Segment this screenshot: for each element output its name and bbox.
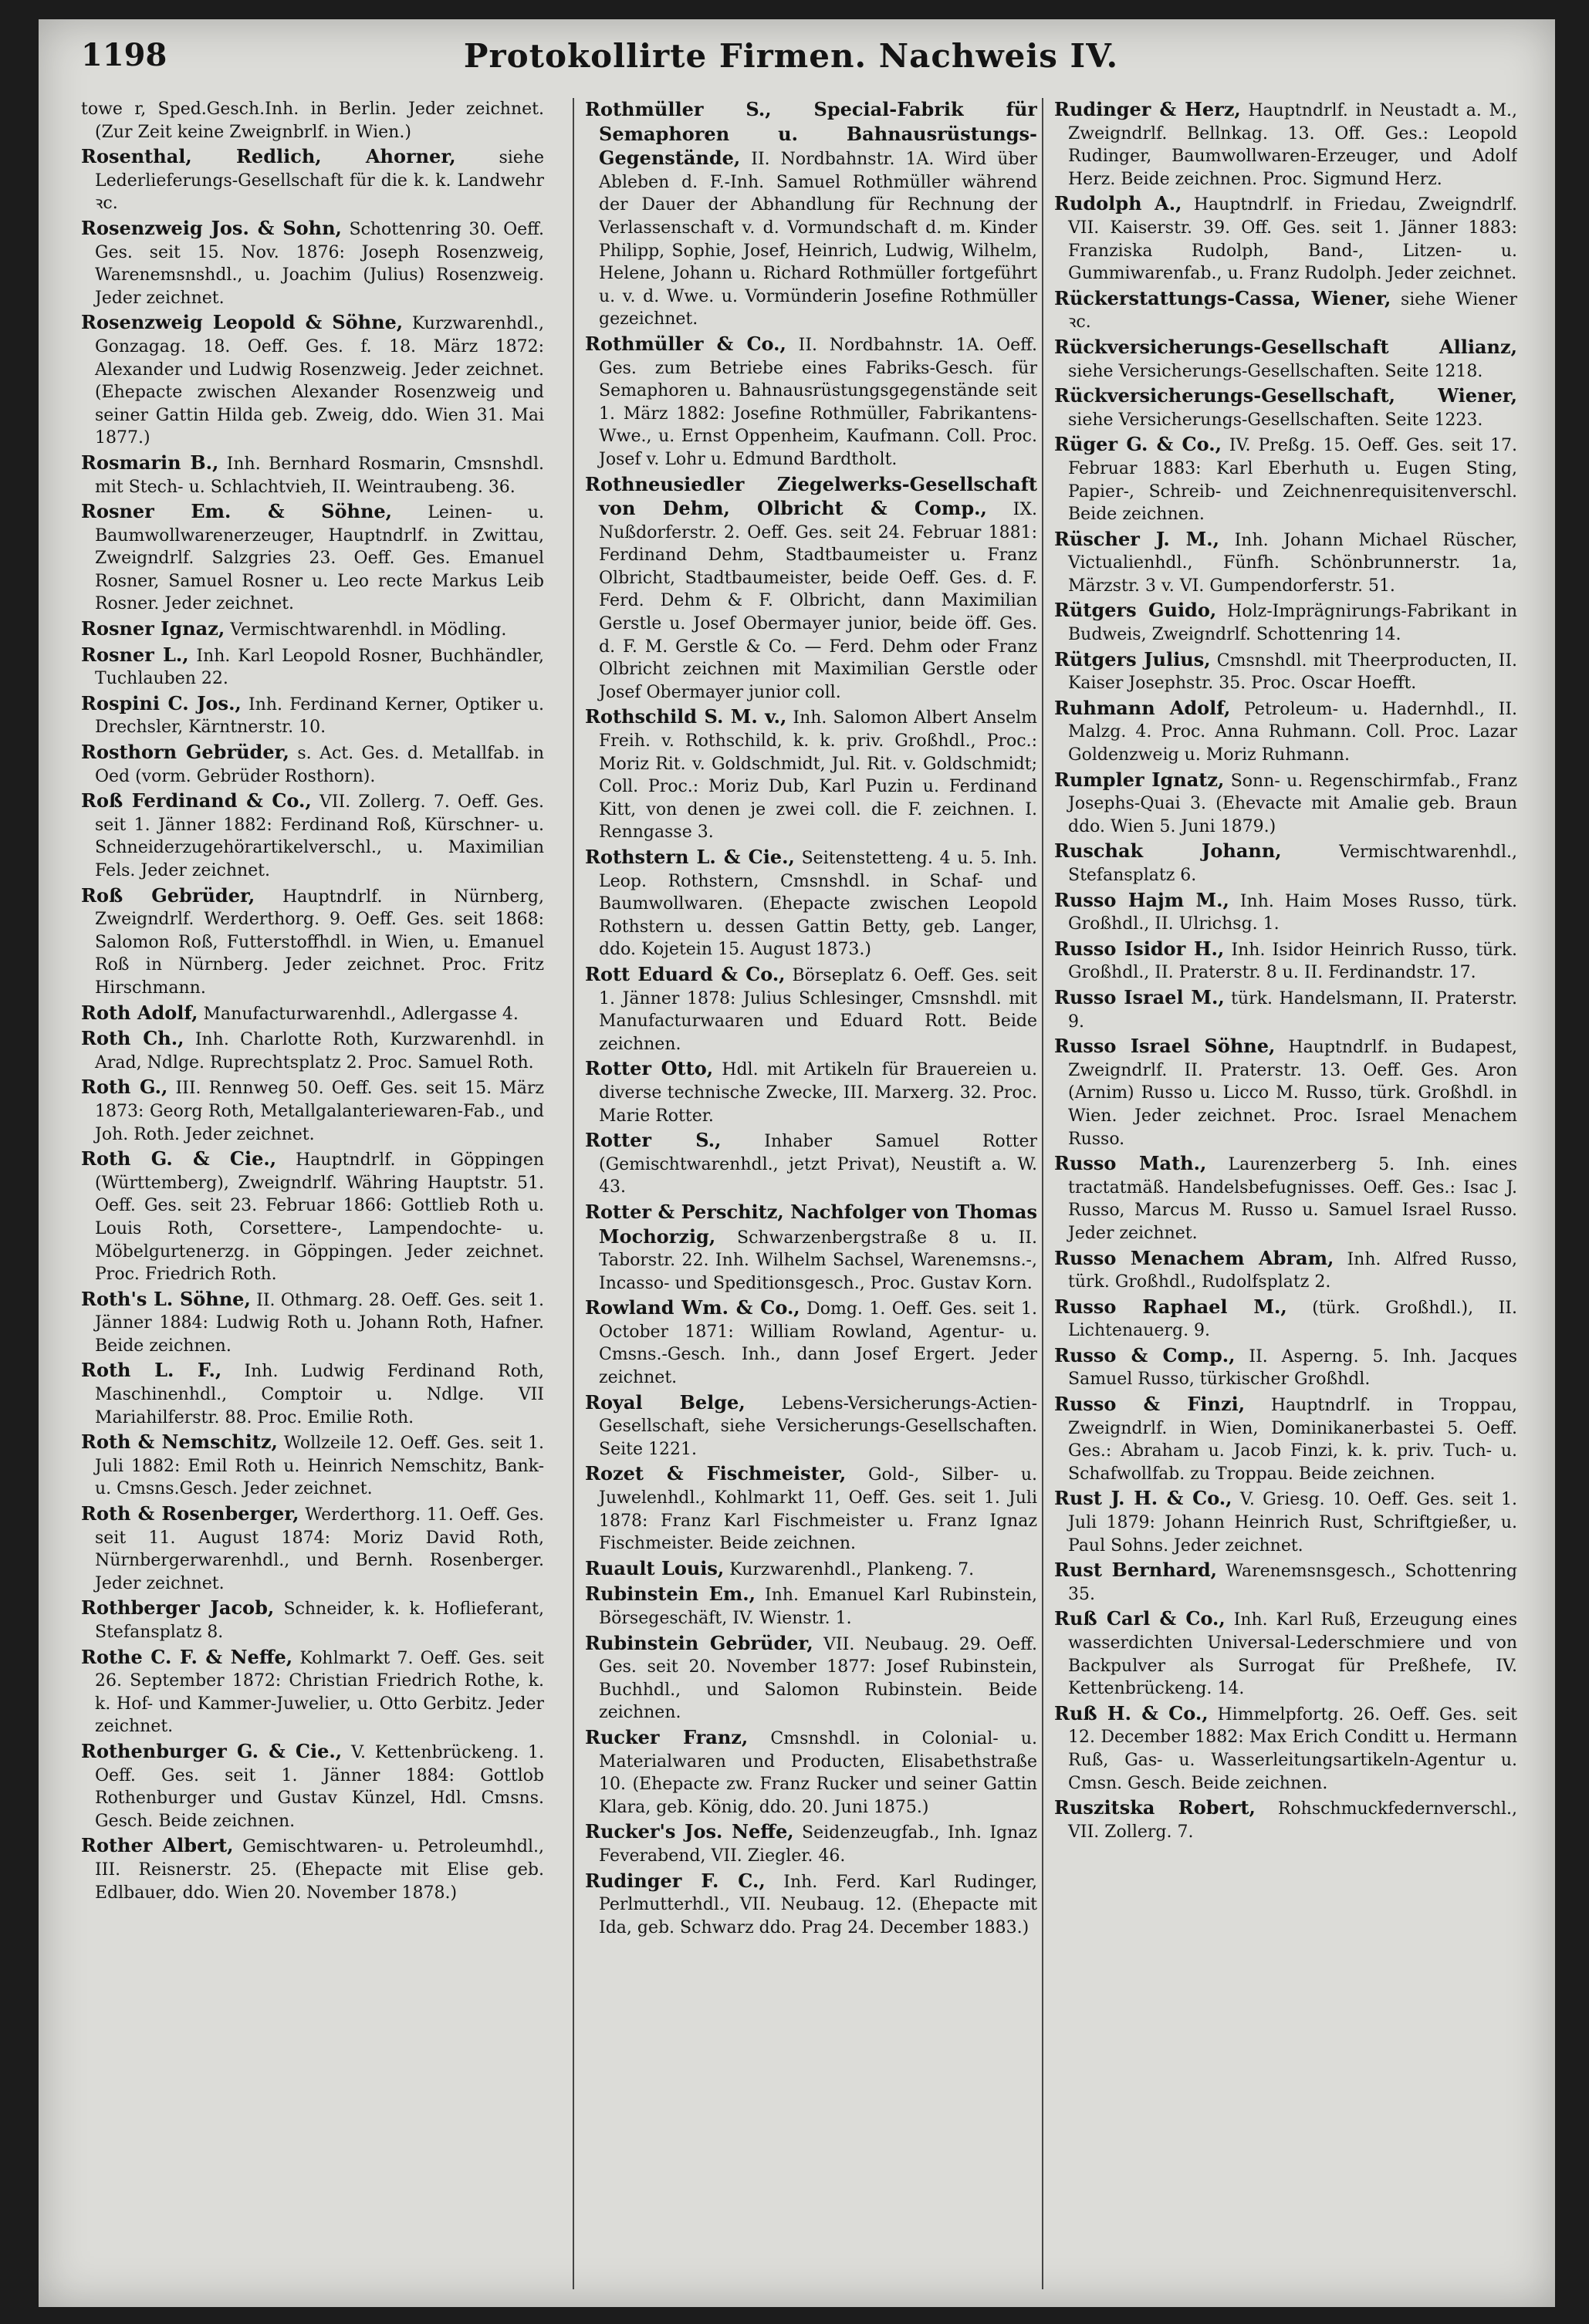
directory-entry	[81, 789, 544, 882]
directory-entry	[1054, 336, 1517, 383]
firm-name: Ruszitska Robert,	[1054, 1796, 1256, 1819]
entry-text: Wollzeile 12. Oeff. Ges. seit 1. Juli 1882: Emil Roth u. Heinrich Nemschitz, Bank- u. Cmsns.Gesch. Jeder zeichnet.	[95, 1434, 544, 1499]
entry-text: Manufacturwarenhdl., Adlergasse 4.	[203, 1004, 519, 1024]
firm-name: Ruhmann Adolf,	[1054, 696, 1231, 719]
firm-name: Rüger G. & Co.,	[1054, 433, 1222, 456]
firm-name: Rothneusiedler Ziegelwerks-Gesellschaft von Dehm, Olbricht & Comp.,	[585, 472, 1037, 520]
entry-text: Inh. Ferdinand Kerner, Optiker u. Drechsler, Kärntnerstr. 10.	[95, 694, 544, 738]
directory-entry	[585, 1726, 1037, 1819]
directory-entry	[1054, 1393, 1517, 1485]
firm-name: Rosner Em. & Söhne,	[81, 500, 393, 523]
directory-entry	[585, 1557, 1037, 1582]
firm-name: Russo Israel Söhne,	[1054, 1035, 1276, 1058]
entry-text: IV. Preßg. 15. Oeff. Ges. seit 17. Februar 1883: Karl Eberhuth u. Eugen Sting, Papier-, Schreib- und Zeichnenrequisitenverschl. Beide zeichnen.	[1068, 436, 1517, 525]
entry-text: (türk. Großhdl.), II. Lichtenauerg. 9.	[1068, 1298, 1517, 1341]
entry-text: Schottenring 30. Oeff. Ges. seit 15. Nov. 1876: Joseph Rosenzweig, Warenemsnshdl., u. Joachim (Julius) Rosenzweig. Jeder zeichnet.	[95, 219, 544, 308]
entry-text: II. Othmarg. 28. Oeff. Ges. seit 1. Jänner 1884: Ludwig Roth u. Johann Roth, Hafner. Beide zeichnen.	[95, 1290, 544, 1356]
page-number: 1198	[81, 37, 167, 73]
entry-text: Inh. Karl Leopold Rosner, Buchhändler, Tuchlauben 22.	[95, 646, 544, 689]
entry-text: Inh. Johann Michael Rüscher, Victualienhdl., Fünfh. Schönbrunnerstr. 1a, Märzstr. 3 v. VI. Gumpendorferstr. 51.	[1068, 530, 1517, 596]
entry-text: VII. Zollerg. 7. Oeff. Ges. seit 1. Jänner 1882: Ferdinand Roß, Kürschner- u. Schneiderzugehörartikelverschl., u. Maximilian Fels. Jeder zeichnet.	[95, 792, 544, 880]
firm-name: Roth Ch.,	[81, 1027, 184, 1050]
directory-entry	[1054, 697, 1517, 767]
firm-name: Ruault Louis,	[585, 1556, 725, 1579]
firm-name: Rudolph A.,	[1054, 192, 1182, 215]
directory-entry	[81, 1027, 544, 1074]
firm-name: Russo & Comp.,	[1054, 1343, 1236, 1366]
firm-name: Ruß Carl & Co.,	[1054, 1607, 1226, 1630]
directory-entry	[81, 1002, 544, 1026]
entry-text: Werderthorg. 11. Oeff. Ges. seit 11. August 1874: Moriz David Roth, Nürnbergerwarenhdl., und Bernh. Rosenberger. Jeder zeichnet.	[95, 1505, 544, 1593]
firm-name: Rucker Franz,	[585, 1725, 749, 1748]
firm-name: Rust Bernhard,	[1054, 1559, 1218, 1582]
running-title: Protokollirte Firmen. Nachweis IV.	[463, 37, 1119, 75]
firm-name: Rumpler Ignatz,	[1054, 768, 1225, 791]
entry-text: Inh. Bernhard Rosmarin, Cmsnshdl. mit Stech- u. Schlachtvieh, II. Weintraubeng. 36.	[95, 454, 544, 497]
firm-name: Rosenzweig Leopold & Söhne,	[81, 311, 404, 334]
entry-text: Holz-Imprägnirungs-Fabrikant in Budweis, Zweigndrlf. Schottenring 14.	[1068, 602, 1517, 645]
entry-text: Hauptndrlf. in Göppingen (Württemberg), Zweigndrlf. Währing Hauptstr. 51. Oeff. Ges. seit 23. Februar 1866: Gottlieb Roth u. Louis Roth, Corsettere-, Lampendochte- u. Möbelgurtenerzg. in Göppingen. Jeder zeichnet. Proc. Friedrich Roth.	[95, 1150, 544, 1285]
firm-name: Rüscher J. M.,	[1054, 527, 1219, 550]
directory-entry	[585, 1391, 1037, 1461]
entry-text: VII. Neubaug. 29. Oeff. Ges. seit 20. November 1877: Josef Rubinstein, Buchhdl., und Salomon Rubinstein. Beide zeichnen.	[599, 1634, 1037, 1723]
entry-text: Leinen- u. Baumwollwarenerzeuger, Hauptndrlf. in Zwittau, Zweigndrlf. Salzgries 23. Oeff. Ges. Emanuel Rosner, Samuel Rosner u. Leo recte Markus Leib Rosner. Jeder zeichnet.	[95, 503, 544, 614]
directory-entry	[585, 1583, 1037, 1630]
firm-name: Rothstern L. & Cie.,	[585, 846, 795, 868]
directory-entry	[585, 1296, 1037, 1389]
entry-text: siehe Wiener ꝛc.	[1068, 289, 1517, 333]
directory-entry	[585, 473, 1037, 704]
directory-entry	[1054, 839, 1517, 887]
entry-text: Inh. Isidor Heinrich Russo, türk. Großhdl., II. Praterstr. 8 u. II. Ferdinandstr. 17.	[1068, 940, 1517, 983]
firm-name: Royal Belge,	[585, 1390, 745, 1414]
entry-text: Vermischtwarenhdl., Stefansplatz 6.	[1068, 843, 1517, 885]
directory-entry	[1054, 433, 1517, 525]
firm-name: Rothmüller & Co.,	[585, 332, 786, 355]
firm-name: Rosthorn Gebrüder,	[81, 741, 289, 764]
firm-name: Russo Raphael M.,	[1054, 1295, 1287, 1318]
directory-entry	[81, 1076, 544, 1146]
column-left	[81, 98, 544, 2289]
firm-name: Rother Albert,	[81, 1834, 234, 1857]
entry-text: türk. Handelsmann, II. Praterstr. 9.	[1068, 988, 1517, 1032]
firm-name: Roth L. F.,	[81, 1359, 222, 1382]
page-header	[81, 31, 1501, 85]
firm-name: Rosmarin B.,	[81, 451, 219, 474]
entry-text: Cmsnshdl. mit Theerproducten, II. Kaiser Josephstr. 35. Proc. Oscar Hoefft.	[1068, 650, 1517, 694]
entry-text: Inh. Emanuel Karl Rubinstein, Börsegeschäft, IV. Wienstr. 1.	[599, 1586, 1037, 1628]
entry-text: III. Rennweg 50. Oeff. Ges. seit 15. März 1873: Georg Roth, Metallgalanteriewaren-Fab., und Joh. Roth. Jeder zeichnet.	[95, 1079, 544, 1144]
firm-name: Russo Menachem Abram,	[1054, 1246, 1334, 1269]
firm-name: Russo Israel M.,	[1054, 985, 1225, 1008]
firm-name: Rust J. H. & Co.,	[1054, 1487, 1232, 1510]
column-middle	[573, 98, 1037, 2289]
directory-entry	[81, 311, 544, 450]
entry-text: II. Nordbahnstr. 1A. Wird über Ableben d. F.-Inh. Samuel Rothmüller während der Dauer der Abhandlung für Rechnung der Verlassenschaft v. d. Vormundschaft d. m. Kinder Philipp, Sophie, Josef, Heinrich, Ludwig, Wilhelm, Helene, Johann u. Richard Rothmüller fortgeführt u. v. d. Wwe. u. Vormünderin Josefine Rothmüller gezeichnet.	[599, 150, 1037, 329]
directory-entry	[1054, 384, 1517, 431]
firm-name: Rütgers Guido,	[1054, 599, 1217, 622]
firm-name: Roth & Nemschitz,	[81, 1431, 278, 1454]
firm-name: Rudinger & Herz,	[1054, 98, 1241, 120]
firm-name: Rothmüller S., Special-Fabrik für Semaphoren u. Bahnausrüstungs-Gegenstände,	[585, 98, 1037, 170]
directory-entry	[585, 333, 1037, 471]
directory-entry	[81, 1359, 544, 1429]
firm-name: Rosenzweig Jos. & Sohn,	[81, 216, 342, 239]
entry-text: Inh. Charlotte Roth, Kurzwarenhdl. in Arad, Ndlge. Ruprechtsplatz 2. Proc. Samuel Roth.	[95, 1030, 544, 1072]
directory-entry	[81, 617, 544, 642]
directory-entry	[1054, 1344, 1517, 1391]
directory-entry	[81, 1147, 544, 1286]
firm-name: Rudinger F. C.,	[585, 1869, 766, 1892]
firm-name: Rubinstein Em.,	[585, 1583, 756, 1606]
directory-entry	[1054, 648, 1517, 695]
firm-name: Russo Math.,	[1054, 1152, 1207, 1175]
firm-name: Roth & Rosenberger,	[81, 1502, 299, 1525]
entry-text: Seitenstetteng. 4 u. 5. Inh. Leop. Rothstern, Cmsnshdl. in Schaf- und Baumwollwaren. (Ehepacte zwischen Leopold Rothstern u. dessen Gattin Betty, geb. Langer, ddo. Kojetein 15. August 1873.)	[599, 849, 1037, 960]
directory-entry	[1054, 768, 1517, 839]
firm-name: Rozet & Fischmeister,	[585, 1462, 847, 1485]
firm-name: Rothe C. F. & Neffe,	[81, 1645, 293, 1668]
firm-name: Rospini C. Jos.,	[81, 691, 242, 714]
entry-text: IX. Nußdorferstr. 2. Oeff. Ges. seit 24. Februar 1881: Ferdinand Dehm, Stadtbaumeister u. Franz Olbricht, Stadtbaumeister, beide Oeff. Ges. d. F. Ferd. Dehm & F. Olbricht, dann Maximilian Gerstle u. Josef Obermayer junior, beide öff. Ges. d. F. M. Gerstle & Co. — Ferd. Dehm oder Franz Olbricht zeichnen mit Maximilian Gerstle oder Josef Obermayer junior coll.	[599, 500, 1037, 702]
directory-entry	[1054, 1247, 1517, 1294]
entry-text: Rohschmuckfedernverschl., VII. Zollerg. 7.	[1068, 1799, 1517, 1842]
directory-entry	[1054, 98, 1517, 191]
directory-entry	[81, 217, 544, 309]
entry-text: Domg. 1. Oeff. Ges. seit 1. October 1871: William Rowland, Agentur- u. Cmsns.-Gesch. Inh., dann Josef Ergert. Jeder zeichnet.	[599, 1299, 1037, 1388]
firm-name: Rotter S.,	[585, 1129, 722, 1152]
directory-entry	[1054, 599, 1517, 646]
directory-entry	[1054, 986, 1517, 1033]
directory-entry	[585, 1820, 1037, 1867]
directory-entry	[81, 1646, 544, 1738]
entry-text: Inh. Karl Ruß, Erzeugung eines wasserdichten Universal-Lederschmiere und von Backpulver als Surrogat für Preßhefe, IV. Kettenbrückeng. 14.	[1068, 1610, 1517, 1699]
directory-entry	[81, 692, 544, 739]
entry-text: II. Asperng. 5. Inh. Jacques Samuel Russo, türkischer Großhdl.	[1068, 1346, 1517, 1390]
firm-name: Roth G.,	[81, 1076, 168, 1099]
firm-name: Rotter Otto,	[585, 1057, 714, 1080]
directory-entry	[1054, 1035, 1517, 1150]
entry-text: Sonn- u. Regenschirmfab., Franz Josephs-Quai 3. (Ehevacte mit Amalie geb. Braun ddo. Wien 5. Juni 1879.)	[1068, 771, 1517, 836]
firm-name: Rubinstein Gebrüder,	[585, 1631, 813, 1654]
firm-name: Rothschild S. M. v.,	[585, 705, 787, 728]
entry-text: Inh. Alfred Russo, türk. Großhdl., Rudolfsplatz 2.	[1068, 1249, 1517, 1292]
directory-entry	[1054, 192, 1517, 285]
firm-name: Roth Adolf,	[81, 1001, 198, 1024]
entry-text: Inh. Salomon Albert Anselm Freih. v. Rothschild, k. k. priv. Großhdl., Proc.: Moriz Rit. v. Goldschmidt, Jul. Rit. v. Goldschmidt; Coll. Proc.: Moriz Dub, Karl Puzin u. Ferdinand Kitt, von denen je zwei coll. die F. zeichnen. I. Renngasse 3.	[599, 708, 1037, 843]
entry-text: Inh. Ferd. Karl Rudinger, Perlmutterhdl., VII. Neubaug. 12. (Ehepacte mit Ida, geb. Schwarz ddo. Prag 24. December 1883.)	[599, 1872, 1037, 1937]
directory-entry	[1054, 889, 1517, 936]
entry-text: V. Kettenbrückeng. 1. Oeff. Ges. seit 1. Jänner 1884: Gottlob Rothenburger und Gustav Künzel, Hdl. Cmsns. Gesch. Beide zeichnen.	[95, 1742, 544, 1831]
directory-entry	[81, 1288, 544, 1358]
firm-name: Rott Eduard & Co.,	[585, 962, 786, 985]
firm-name: Rowland Wm. & Co.,	[585, 1296, 800, 1319]
firm-name: Rothberger Jacob,	[81, 1596, 275, 1620]
directory-entry	[585, 1201, 1037, 1295]
directory-entry	[1054, 1295, 1517, 1343]
entry-text: Kurzwarenhdl., Plankeng. 7.	[729, 1559, 975, 1579]
directory-entry	[585, 98, 1037, 331]
directory-entry	[81, 1596, 544, 1643]
entry-text: Petroleum- u. Hadernhdl., II. Malzg. 4. Proc. Anna Ruhmann. Coll. Proc. Lazar Goldenzweig u. Moriz Ruhmann.	[1068, 699, 1517, 765]
firm-name: Rückversicherungs-Gesellschaft Allianz,	[1054, 335, 1517, 358]
entry-text: Lebens-Versicherungs-Actien-Gesellschaft, siehe Versicherungs-Gesellschaften. Seite 1221.	[599, 1393, 1037, 1459]
firm-name: Rothenburger G. & Cie.,	[81, 1739, 343, 1762]
entry-text: Schneider, k. k. Hoflieferant, Stefansplatz 8.	[95, 1599, 544, 1642]
directory-entry	[1054, 1702, 1517, 1795]
entry-text: V. Griesg. 10. Oeff. Ges. seit 1. Juli 1879: Johann Heinrich Rust, Schriftgießer, u. Paul Sohns. Jeder zeichnet.	[1068, 1490, 1517, 1556]
directory-entry	[81, 1431, 544, 1501]
entry-text: Warenemsnsgesch., Schottenring 35.	[1068, 1562, 1517, 1604]
directory-entry	[585, 1057, 1037, 1127]
directory-entry	[81, 884, 544, 1000]
directory-entry	[585, 1129, 1037, 1199]
directory-entry	[81, 500, 544, 616]
entry-text: Hauptndrlf. in Friedau, Zweigndrlf. VII. Kaiserstr. 39. Off. Ges. seit 1. Jänner 1883: Franziska Rudolph, Band-, Litzen- u. Gummiwarenfab., u. Franz Rudolph. Jeder zeichnet.	[1068, 195, 1517, 284]
entry-text: Gemischtwaren- u. Petroleumhdl., III. Reisnerstr. 25. (Ehepacte mit Elise geb. Edlbauer, ddo. Wien 20. November 1878.)	[95, 1837, 544, 1903]
firm-name: Russo Isidor H.,	[1054, 937, 1225, 960]
directory-entry	[81, 1740, 544, 1833]
entry-text: Hauptndrlf. in Neustadt a. M., Zweigndrlf. Bellnkag. 13. Off. Ges.: Leopold Rudinger, Baumwollwaren-Erzeuger, und Adolf Herz. Beide zeichnen. Proc. Sigmund Herz.	[1068, 101, 1517, 189]
entry-text: Gold-, Silber- u. Juwelenhdl., Kohlmarkt 11, Oeff. Ges. seit 1. Juli 1878: Franz Karl Fischmeister u. Franz Ignaz Fischmeister. Beide zeichnen.	[599, 1465, 1037, 1554]
directory-entry	[585, 705, 1037, 844]
directory-entry	[585, 1870, 1037, 1940]
firm-name: Rosenthal, Redlich, Ahorner,	[81, 145, 456, 168]
entry-text: II. Nordbahnstr. 1A. Oeff. Ges. zum Betriebe eines Fabriks-Gesch. für Semaphoren u. Bahnausrüstungsgegenstände seit 1. März 1882: Josefine Rothmüller, Fabrikantens-Wwe., u. Ernst Oppenheim, Kaufmann. Coll. Proc. Josef v. Lohr u. Edmund Bardtholt.	[599, 335, 1037, 469]
entry-text: towe r, Sped.Gesch.Inh. in Berlin. Jeder zeichnet. (Zur Zeit keine Zweignbrlf. in Wien.)	[81, 100, 544, 142]
entry-text: Hauptndrlf. in Budapest, Zweigndrlf. II. Praterstr. 13. Oeff. Ges. Aron (Arnim) Russo u. Licco M. Russo, türk. Großhdl. in Wien. Jeder zeichnet. Proc. Israel Menachem Russo.	[1068, 1038, 1517, 1149]
directory-entry	[1054, 1607, 1517, 1700]
firm-name: Rotter & Perschitz, Nachfolger von Thomas Mochorzig,	[585, 1200, 1037, 1248]
entry-text: Laurenzerberg 5. Inh. eines tractatmäß. Handelsbefugnisses. Oeff. Ges.: Isac J. Russo, Marcus M. Russo u. Samuel Israel Russo. Jeder zeichnet.	[1068, 1155, 1517, 1243]
directory-entry	[585, 1462, 1037, 1555]
entry-text: Hdl. mit Artikeln für Brauereien u. diverse technische Zwecke, III. Marxerg. 32. Proc. Marie Rotter.	[599, 1060, 1037, 1126]
firm-name: Rückversicherungs-Gesellschaft, Wiener,	[1054, 384, 1517, 407]
entry-text: Börseplatz 6. Oeff. Ges. seit 1. Jänner 1878: Julius Schlesinger, Cmsnshdl. mit Manufacturwaaren und Eduard Rott. Beide zeichnen.	[599, 965, 1037, 1054]
entry-text: Inhaber Samuel Rotter (Gemischtwarenhdl., jetzt Privat), Neustift a. W. 43.	[599, 1132, 1037, 1197]
directory-entry	[1054, 1796, 1517, 1843]
entry-text: siehe Versicherungs-Gesellschaften. Seite 1218.	[1068, 361, 1483, 381]
entry-text: Kurzwarenhdl., Gonzagag. 18. Oeff. Ges. f. 18. März 1872: Alexander und Ludwig Rosenzweig. Jeder zeichnet. (Ehepacte zwischen Alexander Rosenzweig und seiner Gattin Hilda geb. Zweig, ddo. Wien 31. Mai 1877.)	[95, 314, 544, 448]
directory-entry	[1054, 528, 1517, 598]
firm-name: Ruß H. & Co.,	[1054, 1701, 1209, 1724]
firm-name: Russo Hajm M.,	[1054, 888, 1229, 911]
firm-name: Rosner Ignaz,	[81, 617, 225, 640]
entry-text: Schwarzenbergstraße 8 u. II. Taborstr. 22. Inh. Wilhelm Sachsel, Warenemsns.-, Incasso- und Speditionsgesch., Proc. Gustav Korn.	[599, 1228, 1037, 1293]
entry-text: Seidenzeugfab., Inh. Ignaz Feverabend, VII. Ziegler. 46.	[599, 1823, 1037, 1866]
firm-name: Roß Ferdinand & Co.,	[81, 789, 312, 812]
directory-entry	[81, 145, 544, 215]
firm-name: Roth's L. Söhne,	[81, 1287, 251, 1310]
firm-name: Rucker's Jos. Neffe,	[585, 1820, 794, 1843]
entry-text: Cmsnshdl. in Colonial- u. Materialwaren und Producten, Elisabethstraße 10. (Ehepacte zw. Franz Rucker und seiner Gattin Klara, geb. König, ddo. 20. Juni 1875.)	[599, 1728, 1037, 1817]
directory-entry	[1054, 937, 1517, 985]
entry-text: siehe Versicherungs-Gesellschaften. Seite 1223.	[1068, 410, 1483, 430]
entry-text: Inh. Haim Moses Russo, türk. Großhdl., II. Ulrichsg. 1.	[1068, 891, 1517, 934]
entry-text: Inh. Ludwig Ferdinand Roth, Maschinenhdl., Comptoir u. Ndlge. VII Mariahilferstr. 88. Proc. Emilie Roth.	[95, 1362, 544, 1427]
directory-entry	[585, 846, 1037, 961]
directory-entry	[1054, 287, 1517, 334]
directory-entry	[585, 963, 1037, 1056]
entry-text: Hauptndrlf. in Troppau, Zweigndrlf. in Wien, Dominikanerbastei 5. Oeff. Ges.: Abraham u. Jacob Finzi, k. k. priv. Tuch- u. Schafwollfab. zu Troppau. Beide zeichnen.	[1068, 1396, 1517, 1484]
firm-name: Russo & Finzi,	[1054, 1393, 1246, 1416]
entry-text: siehe Lederlieferungs-Gesellschaft für die k. k. Landwehr ꝛc.	[95, 148, 544, 214]
firm-name: Rütgers Julius,	[1054, 647, 1211, 671]
entry-text: Hauptndrlf. in Nürnberg, Zweigndrlf. Werderthorg. 9. Oeff. Ges. seit 1868: Salomon Roß, Futterstoffhdl. in Wien, u. Emanuel Roß in Nürnberg. Jeder zeichnet. Proc. Fritz Hirschmann.	[95, 887, 544, 998]
directory-entry	[81, 1834, 544, 1904]
directory-entry	[81, 451, 544, 498]
firm-name: Rückerstattungs-Cassa, Wiener,	[1054, 286, 1391, 309]
entry-text: s. Act. Ges. d. Metallfab. in Oed (vorm. Gebrüder Rosthorn).	[95, 744, 544, 786]
directory-entry	[81, 741, 544, 788]
firm-name: Ruschak Johann,	[1054, 839, 1282, 863]
directory-entry	[81, 643, 544, 691]
entry-text: Vermischtwarenhdl. in Mödling.	[230, 620, 507, 640]
entry-text: Himmelpfortg. 26. Oeff. Ges. seit 12. December 1882: Max Erich Conditt u. Hermann Ruß, Gas- u. Wasserleitungsartikeln-Agentur u. Cmsn. Gesch. Beide zeichnen.	[1068, 1704, 1517, 1793]
directory-entry	[1054, 1559, 1517, 1606]
directory-entry	[585, 1632, 1037, 1724]
directory-entry	[81, 98, 544, 144]
document-page	[39, 19, 1555, 2307]
directory-entry	[81, 1502, 544, 1595]
firm-name: Rosner L.,	[81, 643, 189, 666]
column-right	[1042, 98, 1517, 2289]
firm-name: Roth G. & Cie.,	[81, 1147, 277, 1170]
directory-entry	[1054, 1487, 1517, 1557]
entry-text: Kohlmarkt 7. Oeff. Ges. seit 26. September 1872: Christian Friedrich Rothe, k. k. Hof- und Kammer-Juwelier, u. Otto Gerbitz. Jeder zeichnet.	[95, 1648, 544, 1737]
firm-name: Roß Gebrüder,	[81, 883, 255, 907]
directory-entry	[1054, 1152, 1517, 1245]
